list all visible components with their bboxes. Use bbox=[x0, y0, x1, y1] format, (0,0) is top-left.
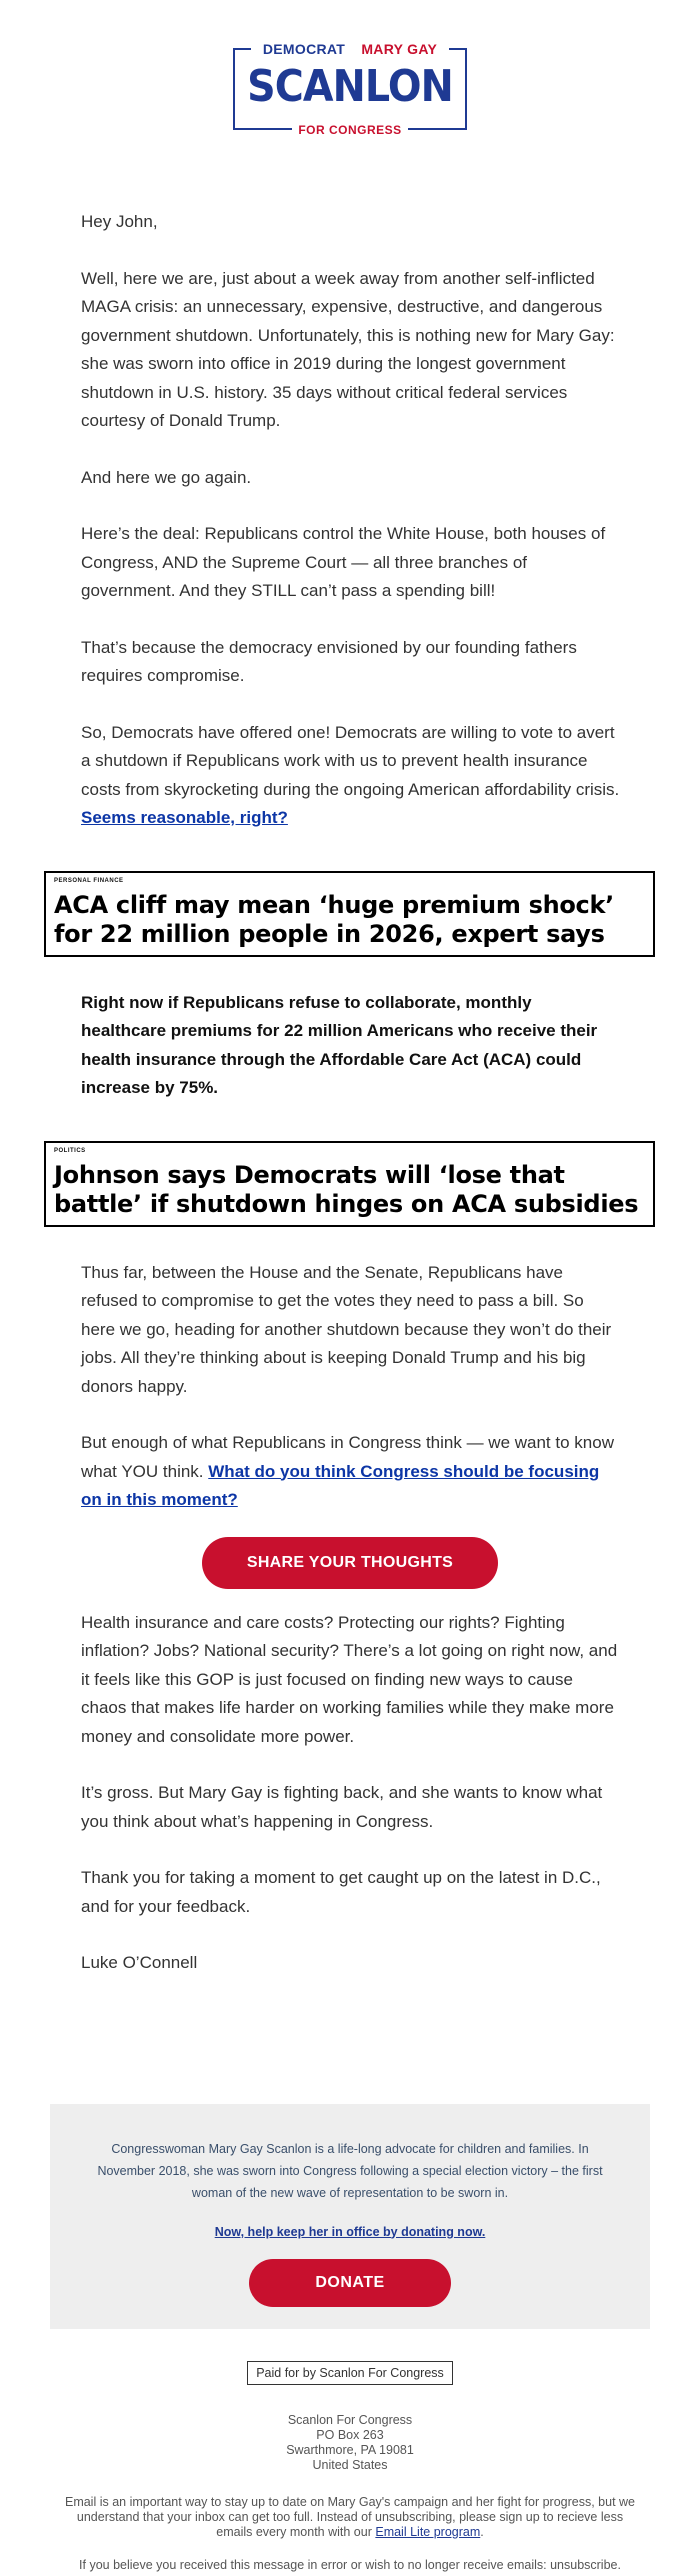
card-title: ACA cliff may mean ‘huge premium shock’ for 22 million people in 2026, expert says bbox=[54, 890, 614, 948]
paragraph-6: Right now if Republicans refuse to collaborate, monthly healthcare premiums for 22 million Americans who receive their health insurance through the Affordable Care Act (ACA) could increase by 75%. bbox=[81, 992, 598, 1097]
paragraph-11: Thank you for taking a moment to get caught up on the latest in D.C., and for your feedback. bbox=[81, 1868, 601, 1916]
logo-for-congress: FOR CONGRESS bbox=[292, 123, 407, 137]
paragraph-3: Here’s the deal: Republicans control the White House, both houses of Congress, AND the Supreme Court — all three branches of government. And they STILL can’t pass a spending bill! bbox=[81, 524, 606, 600]
signature: Luke O’Connell bbox=[81, 1953, 198, 1972]
email-lite-link[interactable]: Email Lite program bbox=[375, 2524, 481, 2539]
donate-button[interactable]: DONATE bbox=[249, 2259, 451, 2307]
logo-scanlon: SCANLON bbox=[247, 61, 453, 112]
paragraph-9: Health insurance and care costs? Protecting our rights? Fighting inflation? Jobs? National security? There’s a lot going on right now, and it feels like this GOP is just focused on finding new ways to cause chaos that makes life harder on working families while they make more money and consolidate more power. bbox=[81, 1612, 618, 1746]
paragraph-8: But enough of what Republicans in Congress think — we want to know what YOU think. What do you think Congress should be focusing on in this moment? bbox=[81, 1433, 614, 1509]
campaign-logo bbox=[233, 41, 467, 137]
seems-reasonable-link[interactable]: Seems reasonable, right? bbox=[81, 808, 288, 827]
footer-bio: Congresswoman Mary Gay Scanlon is a life-long advocate for children and families. In November 2018, she was sworn into Congress following a special election victory – the first woman of the new wave of representation to be sworn in. bbox=[97, 2141, 603, 2200]
congress-focus-link[interactable]: What do you think Congress should be focusing on in this moment? bbox=[81, 1461, 600, 1509]
donate-now-link[interactable]: Now, help keep her in office by donating now. bbox=[214, 2224, 486, 2239]
mailing-address: Scanlon For Congress PO Box 263 Swarthmore, PA 19081 United States bbox=[286, 2412, 414, 2472]
paragraph-1: Well, here we are, just about a week away from another self-inflicted MAGA crisis: an unnecessary, expensive, destructive, and dangerous government shutdown. Unfortunately, this is nothing new for Mary Gay: she was sworn into office in 2019 during the longest government shutdown in U.S. history. 35 days without critical federal services courtesy of Donald Trump. bbox=[81, 268, 615, 430]
paragraph-10: It’s gross. But Mary Gay is fighting back, and she wants to know what you think about what’s happening in Congress. bbox=[81, 1783, 603, 1831]
card-label: PERSONAL FINANCE bbox=[54, 877, 124, 884]
headline-card-johnson[interactable] bbox=[44, 1141, 655, 1227]
paragraph-2: And here we go again. bbox=[81, 467, 252, 487]
card-label: POLITICS bbox=[54, 1147, 86, 1154]
unsubscribe-note[interactable]: If you believe you received this message in error or wish to no longer receive emails: unsubscribe. bbox=[79, 2557, 621, 2572]
card-title: Johnson says Democrats will ‘lose that battle’ if shutdown hinges on ACA subsidies bbox=[54, 1160, 639, 1218]
logo-democrat: DEMOCRAT bbox=[257, 41, 351, 57]
logo-area bbox=[0, 0, 700, 137]
headline-card-aca-cliff[interactable] bbox=[44, 871, 655, 957]
paid-for-disclaimer: Paid for by Scanlon For Congress bbox=[247, 2361, 453, 2385]
paragraph-7: Thus far, between the House and the Senate, Republicans have refused to compromise to get the votes they need to pass a bill. So here we go, heading for another shutdown because they won’t do their jobs. All they’re thinking about is keeping Donald Trump and his big donors happy. bbox=[81, 1262, 612, 1396]
greeting: Hey John, bbox=[81, 212, 158, 231]
paragraph-5: So, Democrats have offered one! Democrats are willing to vote to avert a shutdown if Republicans work with us to prevent health insurance costs from skyrocketing during the ongoing American affordability crisis. Seems reasonable, right? bbox=[81, 722, 620, 827]
paragraph-4: That’s because the democracy envisioned by our founding fathers requires compromise. bbox=[81, 637, 577, 685]
email-body bbox=[0, 208, 700, 833]
logo-mary-gay: MARY GAY bbox=[355, 41, 443, 57]
share-your-thoughts-button[interactable]: SHARE YOUR THOUGHTS bbox=[202, 1537, 498, 1589]
email-frequency-note: Email is an important way to stay up to date on Mary Gay's campaign and her fight for progress, but we understand that your inbox can get too full. Instead of unsubscribing, please sign up to recieve less emails every month with our Email Lite program. bbox=[64, 2494, 636, 2539]
footer-box bbox=[50, 2104, 650, 2329]
